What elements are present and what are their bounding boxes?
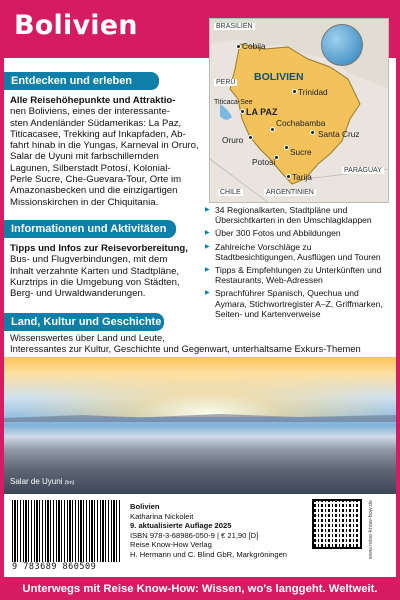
publisher-url: www.reise-know-how.de <box>368 500 374 559</box>
map-label-tarija: Tarija <box>292 172 312 182</box>
text-line: Interessantes zur Kultur, Geschichte und Gegenwart, unterhaltsame Exkurs-Themen <box>10 343 361 355</box>
map-label-chile: CHILE <box>220 189 241 196</box>
map-label-santa-cruz: Santa Cruz <box>318 129 360 139</box>
text-line: Missionskirchen in der Chiquitania. <box>10 196 159 208</box>
book-info-isbn-price: ISBN 978-3-68986-050-9 | € 21,90 [D] <box>130 530 259 540</box>
text-line: Titicacasee, Trekking auf Inkapfaden, Ab- <box>10 128 186 140</box>
text-line: Perle Sucre, Che-Guevara-Tour, Orte im <box>10 174 182 186</box>
photo-caption-text: Salar de Uyuni <box>10 477 63 486</box>
text-line: Kurztrips in die Umgebung von Städten, <box>10 276 180 288</box>
barcode-bars <box>12 500 120 562</box>
map-label-la-paz: LA PAZ <box>246 107 278 117</box>
book-info-author: Katharina Nickoleit <box>130 511 194 521</box>
feature-item: ▶ Tipps & Empfehlungen zu Unterkünften und Restaurants, Web-Adressen <box>205 265 392 285</box>
map-label-paraguay: PARAGUAY <box>344 167 382 174</box>
text-line: Alle Reisehöhepunkte und Attraktio- <box>10 95 176 106</box>
isbn-barcode <box>12 500 120 572</box>
map-label-titicaca: Titicaca-See <box>214 99 253 106</box>
text-line: Wissenswertes über Land und Leute, <box>10 332 165 343</box>
map-label-bolivien: BOLIVIEN <box>254 71 304 83</box>
city-dot <box>270 127 275 132</box>
feature-item: ▶ Über 300 Fotos und Abbildungen <box>205 228 392 238</box>
book-info-bar <box>4 494 396 577</box>
sunset-glow <box>4 357 396 417</box>
text-line: Inhalt verzahnte Karten und Stadtpläne, <box>10 265 180 277</box>
city-dot <box>292 89 297 94</box>
book-info-publisher2: H. Hermann und C. Blind GbR, Markgröningen <box>130 549 288 559</box>
feature-item: ▶ Sprachführer Spanisch, Quechua und Aymara, Stichwortregister A–Z, Griffmarken, Seiten- und Kartenverweise <box>205 288 392 319</box>
section-heading-informationen: Informationen und Aktivitäten <box>4 220 176 238</box>
qr-code[interactable] <box>312 499 362 549</box>
map-label-brasilien: BRASILIEN <box>216 23 253 30</box>
barcode-number: 9 783689 860509 <box>12 562 97 572</box>
text-line: Tipps und Infos zur Reisevorbereitung, <box>10 243 188 254</box>
text-line: Salar de Uyuni mit farbschillernden <box>10 151 159 163</box>
map-label-cochabamba: Cochabamba <box>276 118 326 128</box>
section-text-entdecken <box>10 95 205 208</box>
salar-de-uyuni-photo <box>4 357 396 494</box>
section-heading-land-kultur: Land, Kultur und Geschichte <box>4 313 164 331</box>
map-label-trinidad: Trinidad <box>298 87 328 97</box>
text-line: fahrt hinab in die Yungas, Karneval in Oruro, <box>10 140 199 152</box>
section-text-informationen <box>10 243 205 299</box>
city-dot <box>284 145 289 150</box>
map-label-peru: PERU <box>216 79 236 86</box>
section-heading-entdecken: Entdecken und erleben <box>4 72 159 90</box>
text-line: sten Andenländer Südamerikas: La Paz, <box>10 117 182 129</box>
city-dot <box>236 44 241 49</box>
capital-dot <box>240 109 245 114</box>
book-info-publisher: Reise Know-How Verlag <box>130 540 212 550</box>
map-label-potosi: Potosí <box>252 157 276 167</box>
feature-item: ▶ Zahlreiche Vorschläge zu Stadtbesichtigungen, Ausflügen und Touren <box>205 242 392 262</box>
map-label-cobija: Cobija <box>242 41 266 51</box>
map-label-sucre: Sucre <box>290 147 312 157</box>
feature-item: ▶ 34 Regionalkarten, Stadtpläne und Übersichtkarten in den Umschlagklappen <box>205 205 392 225</box>
bolivia-map <box>209 18 389 203</box>
city-dot <box>286 174 291 179</box>
book-details <box>130 502 287 560</box>
book-info-edition: 9. aktualisierte Auflage 2025 <box>130 521 232 531</box>
city-dot <box>248 135 253 140</box>
book-info-title: Bolivien <box>130 502 160 511</box>
photo-credit: (bn) <box>64 480 75 486</box>
text-line: Bus- und Flugverbindungen, mit dem <box>10 254 168 266</box>
feature-list <box>205 205 392 319</box>
slogan: Unterwegs mit Reise Know-How: Wissen, wo's langgeht. Weltweit. <box>22 583 378 595</box>
globe-icon <box>321 24 363 66</box>
text-line: Berg- und Urwaldwanderungen. <box>10 288 146 300</box>
cover-content <box>4 0 396 577</box>
book-title: Bolivien <box>14 10 138 41</box>
photo-caption <box>10 477 75 486</box>
map-label-argentinien: ARGENTINIEN <box>266 189 314 196</box>
text-line: Lagunen, Silberstadt Potosí, Kolonial- <box>10 162 171 174</box>
city-dot <box>310 130 315 135</box>
text-line: nen Boliviens, eines der interessante- <box>10 106 170 118</box>
map-label-oruro: Oruro <box>222 135 244 145</box>
text-line: Amazonasbecken und die einzigartigen <box>10 185 178 197</box>
